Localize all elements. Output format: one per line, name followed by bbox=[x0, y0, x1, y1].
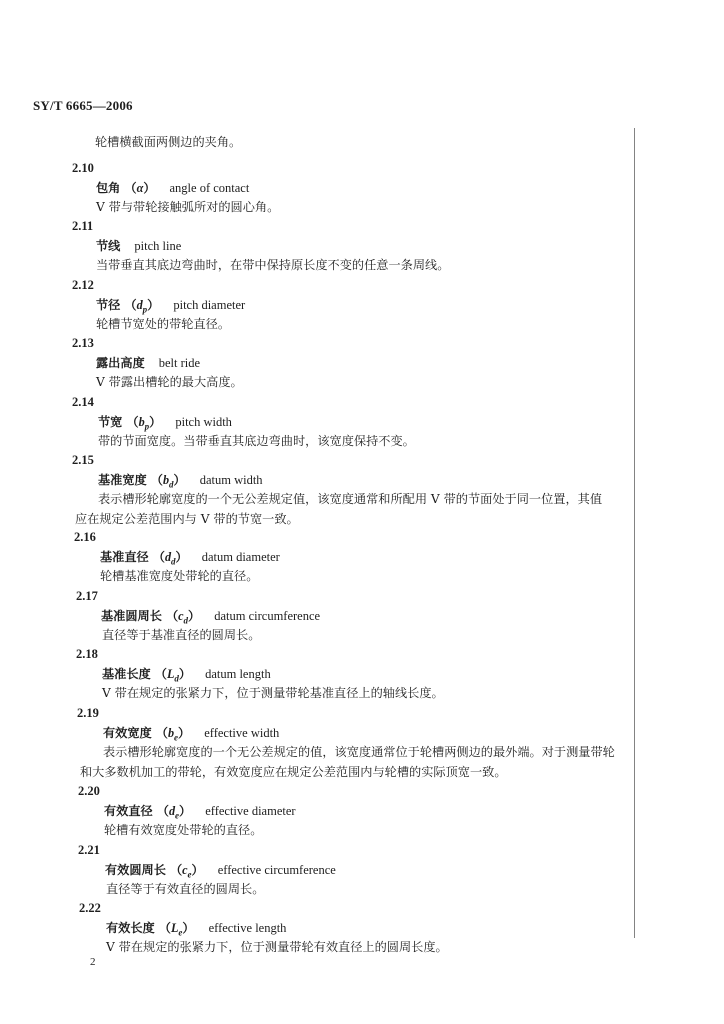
entry-number: 2.21 bbox=[78, 843, 100, 857]
term-symbol-subscript: e bbox=[174, 731, 179, 742]
term-en: effective diameter bbox=[205, 803, 296, 818]
definition-text: 当带垂直其底边弯曲时，在带中保持原长度不变的任意一条周线。 bbox=[96, 258, 450, 272]
term-symbol: b bbox=[167, 725, 175, 740]
term-zh: 有效圆周长 bbox=[105, 862, 166, 877]
definition-text: V 带与带轮接触弧所对的圆心角。 bbox=[96, 200, 280, 214]
term-symbol: c bbox=[182, 862, 188, 877]
term-zh: 基准长度 bbox=[102, 666, 151, 681]
term-symbol: d bbox=[168, 803, 176, 818]
term-symbol-subscript: d bbox=[171, 555, 176, 566]
term-symbol: b bbox=[162, 472, 170, 487]
definition-text: 轮槽基准宽度处带轮的直径。 bbox=[100, 569, 259, 583]
entry-number: 2.17 bbox=[76, 589, 98, 603]
term-symbol: d bbox=[164, 549, 172, 564]
entry-number: 2.10 bbox=[72, 161, 94, 175]
definition-text: 和大多数机加工的带轮，有效宽度应在规定公差范围内与轮槽的实际顶宽一致。 bbox=[80, 764, 507, 779]
continuation-text: 轮槽横截面两侧边的夹角。 bbox=[95, 135, 242, 149]
term-line: 基准长度 $(L_d)$ datum length bbox=[102, 666, 271, 683]
entry-number: 2.20 bbox=[78, 784, 100, 798]
term-line: 有效直径 $(d_e)$ effective diameter bbox=[104, 803, 296, 820]
term-zh: 基准直径 bbox=[100, 549, 149, 564]
term-zh: 节径 bbox=[96, 297, 121, 312]
term-symbol-subscript: e bbox=[175, 809, 180, 820]
term-line: 节宽 $(b_p)$ pitch width bbox=[98, 414, 232, 431]
term-symbol: b bbox=[138, 414, 145, 429]
term-en: pitch line bbox=[134, 238, 182, 253]
definition-text: 直径等于有效直径的圆周长。 bbox=[106, 882, 265, 896]
term-line: 有效圆周长 $(c_e)$ effective circumference bbox=[105, 862, 336, 879]
definition-text: 直径等于基准直径的圆周长。 bbox=[102, 628, 261, 642]
term-symbol: c bbox=[178, 608, 184, 623]
term-symbol-subscript: p bbox=[142, 303, 148, 314]
term-symbol: L bbox=[166, 666, 175, 681]
term-line: 有效长度 $(L_e)$ effective length bbox=[106, 920, 287, 937]
term-en: datum diameter bbox=[201, 549, 280, 564]
term-symbol-subscript: e bbox=[187, 868, 192, 879]
term-en: pitch width bbox=[175, 414, 232, 429]
entry-number: 2.11 bbox=[72, 219, 94, 233]
term-en: datum circumference bbox=[214, 608, 321, 623]
entry-number: 2.18 bbox=[76, 647, 98, 661]
entry-number: 2.13 bbox=[72, 336, 94, 350]
definition-text: V 带在规定的张紧力下，位于测量带轮基准直径上的轴线长度。 bbox=[102, 686, 444, 700]
term-symbol-subscript: p bbox=[144, 420, 150, 431]
definition-text: 表示槽形轮廓宽度的一个无公差规定的值，该宽度通常位于轮槽两侧边的最外端。对于测量带轮 bbox=[103, 745, 615, 759]
term-symbol-subscript: d bbox=[183, 614, 189, 625]
definition-text: 应在规定公差范围内与 V 带的节宽一致。 bbox=[75, 511, 299, 526]
term-en: effective width bbox=[204, 725, 280, 740]
definition-text: 轮槽节宽处的带轮直径。 bbox=[96, 317, 231, 331]
term-line: 有效宽度 $(b_e)$ effective width bbox=[103, 725, 280, 742]
term-line: 节径 $(d_p)$ pitch diameter bbox=[96, 297, 246, 314]
term-zh: 露出高度 bbox=[96, 355, 145, 370]
entry-number: 2.12 bbox=[72, 278, 94, 292]
entry-number: 2.14 bbox=[72, 395, 94, 409]
term-zh: 基准宽度 bbox=[98, 472, 147, 487]
term-en: datum width bbox=[199, 472, 263, 487]
term-symbol-subscript: d bbox=[174, 672, 179, 683]
page-number: 2 bbox=[90, 956, 96, 968]
entry-number: 2.22 bbox=[79, 901, 101, 915]
term-en: effective length bbox=[208, 920, 287, 935]
term-en: effective circumference bbox=[217, 862, 336, 877]
term-line: 包角 （α） angle of contact bbox=[96, 180, 250, 195]
term-symbol: α bbox=[136, 180, 144, 195]
margin-rule bbox=[634, 128, 635, 938]
term-symbol-subscript: e bbox=[178, 926, 183, 937]
term-en: pitch diameter bbox=[173, 297, 246, 312]
term-zh: 有效直径 bbox=[104, 803, 153, 818]
term-zh: 节线 bbox=[96, 238, 121, 253]
term-symbol: d bbox=[136, 297, 143, 312]
definition-text: V 带露出槽轮的最大高度。 bbox=[96, 375, 243, 389]
term-en: datum length bbox=[205, 666, 271, 681]
term-zh: 包角 bbox=[96, 180, 121, 195]
term-line: 基准圆周长 $(c_d)$ datum circumference bbox=[101, 608, 321, 625]
entry-number: 2.16 bbox=[74, 530, 96, 544]
term-en: belt ride bbox=[158, 355, 201, 370]
term-zh: 节宽 bbox=[98, 414, 123, 429]
definition-text: 带的节面宽度。当带垂直其底边弯曲时，该宽度保持不变。 bbox=[98, 434, 415, 448]
term-zh: 有效长度 bbox=[106, 920, 155, 935]
term-line: 基准直径 $(d_d)$ datum diameter bbox=[100, 549, 280, 566]
definition-text: V 带在规定的张紧力下，位于测量带轮有效直径上的圆周长度。 bbox=[106, 940, 448, 954]
entry-number: 2.19 bbox=[77, 706, 99, 720]
entry-number: 2.15 bbox=[72, 453, 94, 467]
document-header: SY/T 6665—2006 bbox=[33, 98, 133, 113]
term-zh: 基准圆周长 bbox=[101, 608, 162, 623]
definition-text: 表示槽形轮廓宽度的一个无公差规定值，该宽度通常和所配用 V 带的节面处于同一位置，其值 bbox=[98, 492, 603, 506]
definition-text: 轮槽有效宽度处带轮的直径。 bbox=[104, 823, 263, 837]
term-symbol-subscript: d bbox=[169, 478, 174, 489]
term-line bbox=[96, 355, 200, 371]
term-symbol: L bbox=[170, 920, 179, 935]
term-line: 基准宽度 $(b_d)$ datum width bbox=[98, 472, 263, 489]
term-line bbox=[96, 238, 181, 254]
term-en: angle of contact bbox=[169, 180, 250, 195]
term-zh: 有效宽度 bbox=[103, 725, 152, 740]
